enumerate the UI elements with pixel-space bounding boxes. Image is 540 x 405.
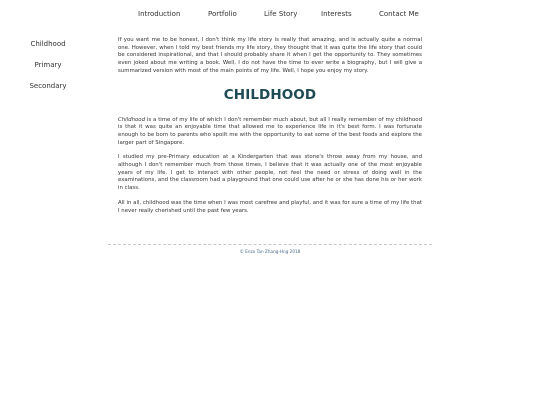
nav-life-story[interactable]: Life Story (264, 10, 298, 18)
nav-portfolio[interactable]: Portfolio (208, 10, 237, 18)
sidebar-item-secondary[interactable]: Secondary (29, 82, 67, 90)
section-heading: CHILDHOOD (223, 86, 317, 103)
childhood-paragraph-2: I studied my pre-Primary education at a Kindergarten that was stone's throw away from my house, and although I don't remember much from those times, I believe that it was actually one of the most enjoyable years of my life. I get to interact with other people, not feel the need or stress of doing well in the examinations, and the classroom had a playground that one could use after he or she has done his or her work in class. (118, 154, 422, 192)
intro-paragraph: If you want me to be honest, I don't think my life story is really that amazing, and is actually quite a normal one. However, when I told my best friends my life story, they thought that it was quite the life story that could be considered inspirational, and that I should probably share it when I get the opportunity to. They sometimes even joked about me writing a book. Well, I do not have the time to ever write a biography, but I will give a summarized version with most of the main points of my life. Well, I hope you enjoy my story. (118, 37, 422, 74)
sidebar-item-childhood[interactable]: Childhood (30, 40, 66, 48)
childhood-paragraph-1-text: is a time of my life of which I don't remember much about, but all I really remember of my childhood is that it was quite an enjoyable time that allowed me to experience life in it's best form. I was fortunate enough to be born to parents who spoilt me with the opportunity to eat some of the best foods and explore the larger part of Singapore. (118, 116, 422, 146)
nav-interests[interactable]: Interests (321, 10, 352, 18)
childhood-paragraph-1 (118, 117, 422, 148)
sidebar-item-primary[interactable]: Primary (34, 61, 62, 69)
main-content (118, 37, 422, 222)
footer-divider (108, 244, 432, 245)
footer-copyright: © Enzo Tan Zhang-Hng 2018 (239, 249, 301, 254)
nav-contact-me[interactable]: Contact Me (379, 10, 419, 18)
childhood-paragraph-3: All in all, childhood was the time when I was most carefree and playful, and it was for sure a time of my life that I never really cherished until the past few years. (118, 199, 422, 214)
childhood-emphasis: Childhood (118, 116, 146, 123)
nav-introduction[interactable]: Introduction (138, 10, 181, 18)
top-navigation (118, 10, 430, 22)
